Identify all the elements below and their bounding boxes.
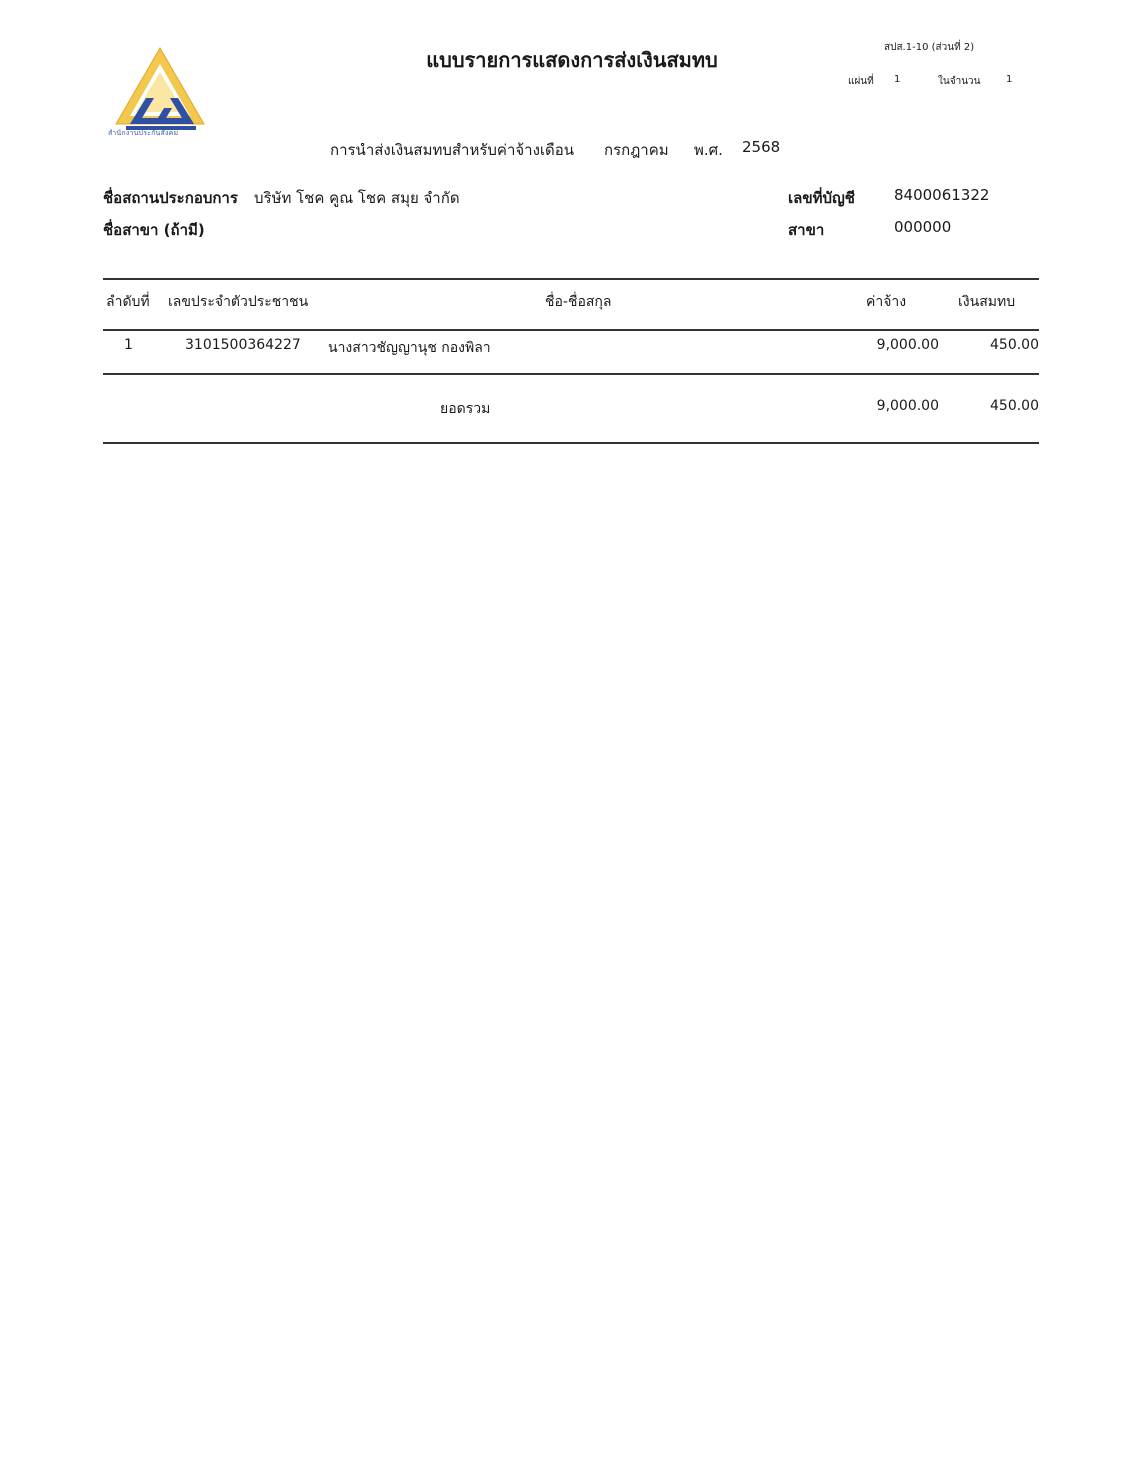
- subtitle-month: กรกฎาคม: [604, 141, 669, 159]
- subtitle-description: การนำส่งเงินสมทบสำหรับค่าจ้างเดือน: [330, 141, 575, 159]
- employer-name-label: ชื่อสถานประกอบการ: [103, 189, 238, 207]
- sheet-label: แผ่นที่: [848, 76, 874, 87]
- branch-code-label: สาขา: [788, 221, 825, 239]
- row-wage: 9,000.00: [876, 337, 939, 353]
- branch-code: 000000: [894, 218, 952, 236]
- row-citizen-id: 3101500364227: [185, 337, 301, 353]
- total-label: ยอดรวม: [440, 401, 491, 417]
- employer-name: บริษัท โชค คูณ โชค สมุย จำกัด: [254, 189, 460, 207]
- row-seq: 1: [124, 337, 133, 353]
- account-label: เลขที่บัญชี: [788, 189, 855, 207]
- subtitle-year: 2568: [742, 138, 781, 156]
- table-top-rule: [103, 278, 1039, 280]
- branch-name-label: ชื่อสาขา (ถ้ามี): [103, 221, 205, 239]
- total-contribution: 450.00: [990, 398, 1039, 414]
- form-code: สปส.1-10 (ส่วนที่ 2): [884, 42, 975, 53]
- table-body-rule: [103, 373, 1039, 375]
- column-header-wage: ค่าจ้าง: [866, 294, 907, 310]
- row-full-name: นางสาวชัญญานุช กองพิลา: [328, 340, 491, 356]
- total-wage: 9,000.00: [876, 398, 939, 414]
- row-contribution: 450.00: [990, 337, 1039, 353]
- subtitle-era: พ.ศ.: [694, 141, 723, 159]
- logo-caption: สำนักงานประกันสังคม: [108, 129, 179, 137]
- column-header-seq: ลำดับที่: [106, 294, 150, 310]
- table-bottom-rule: [103, 442, 1039, 444]
- account-number: 8400061322: [894, 186, 990, 204]
- table-header-rule: [103, 329, 1039, 331]
- total-sheets: 1: [1006, 74, 1013, 85]
- column-header-id: เลขประจำตัวประชาชน: [168, 294, 309, 310]
- sheet-number: 1: [894, 74, 901, 85]
- form-title: แบบรายการแสดงการส่งเงินสมทบ: [426, 48, 718, 72]
- column-header-contribution: เงินสมทบ: [958, 294, 1016, 310]
- total-sheets-label: ในจำนวน: [938, 76, 981, 87]
- column-header-name: ชื่อ-ชื่อสกุล: [545, 294, 612, 310]
